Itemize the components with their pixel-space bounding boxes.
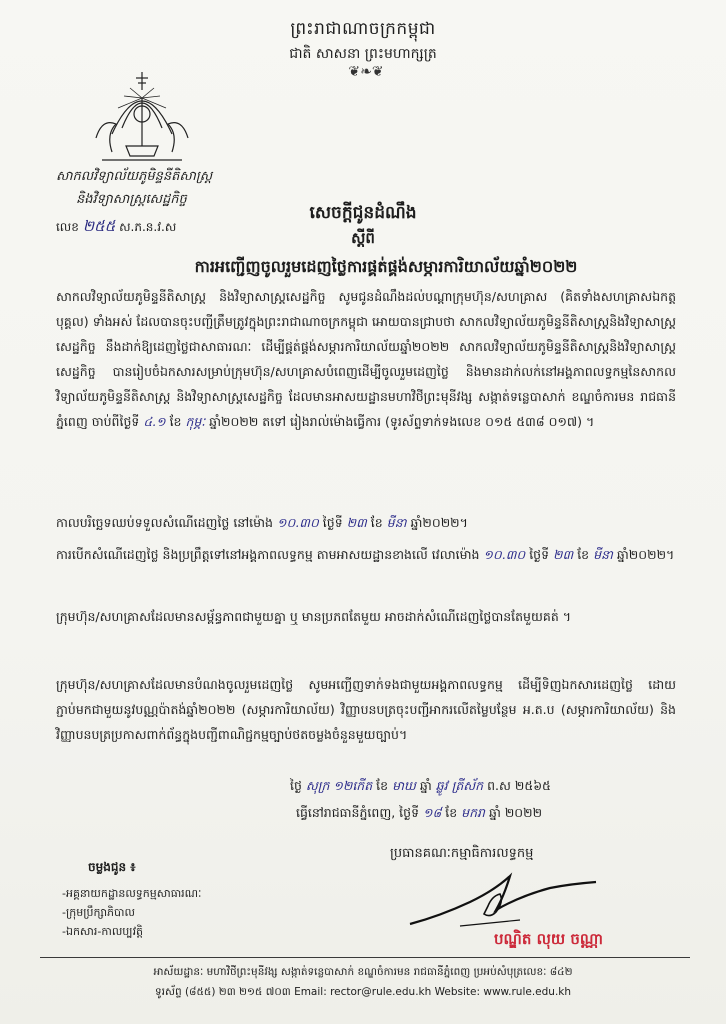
ref-number-handwritten: ២៥៥ <box>82 217 116 235</box>
handwritten-solar-month: មករា <box>461 805 485 820</box>
handwritten-lunar-year: ឆ្លូវ ត្រីស័ក <box>435 778 484 793</box>
handwritten-signature <box>400 866 610 936</box>
lunar-date-line <box>290 778 551 797</box>
deadline-month-label: ខែ <box>370 515 383 530</box>
cc-item: -អគ្គនាយកដ្ឋានលទ្ធកម្មសាធារណៈ <box>62 887 202 900</box>
announcement-tail: ឆ្នាំ២០២២ តទៅ រៀងរាល់ម៉ោងធ្វើការ (ទូរស័ព្ទទាក់ទងលេខ ០១៥ ៥៣៨ ០១៧) ។ <box>209 414 595 429</box>
lunar-day-label: ថ្ងៃ <box>290 778 302 793</box>
institution-name-line1: សាកលវិទ្យាល័យភូមិន្ទនីតិសាស្ត្រ <box>56 169 213 184</box>
kingdom-header: ព្រះរាជាណាចក្រកម្ពុជា <box>290 19 436 39</box>
handwritten-opening-day: ២៣ <box>553 547 574 562</box>
paragraph-deadline <box>56 510 676 535</box>
handwritten-solar-day: ១៨ <box>422 805 442 820</box>
notice-subject: ការអញ្ជើញចូលរួមដេញថ្លៃការផ្គត់ផ្គង់សម្ភារការិយាល័យឆ្នាំ២០២២ <box>194 257 578 276</box>
announcement-text: សាកលវិទ្យាល័យភូមិន្ទនីតិសាស្ត្រ និងវិទ្យាសាស្ត្រសេដ្ឋកិច្ច សូមជូនដំណឹងដល់បណ្តាក្រុមហ៊ុន/សហគ្រាស (គិតទាំងសហគ្រាសឯកត្តបុគ្គល) ទាំងអស់ ដែលបានចុះបញ្ជីត្រឹមត្រូវក្នុងព្រះរាជាណាចក្រកម្ពុជា អោយបានជ្រាបថា សាកលវិទ្យាល័យភូមិន្ទនីតិសាស្ត្រនិងវិទ្យាសាស្ត្រសេដ្ឋកិច្ច នឹងដាក់ឱ្យដេញថ្លៃជាសាធារណៈ ដើម្បីផ្គត់ផ្គង់សម្ភារការិយាល័យឆ្នាំ២០២២ សាកលវិទ្យាល័យភូមិន្ទនីតិសាស្ត្រនិងវិទ្យាសាស្ត្រសេដ្ឋកិច្ច បានរៀបចំឯកសារសម្រាប់ក្រុមហ៊ុន/សហគ្រាសបំពេញដើម្បីចូលរួមដេញថ្លៃ និងមានដាក់លក់នៅអង្គភាពលទ្ធកម្មនៃសាកលវិទ្យាល័យភូមិន្ទនីតិសាស្ត្រ និងវិទ្យាសាស្ត្រសេដ្ឋកិច្ច ដែលមានអាសយដ្ឋានមហាវិថីព្រះមុនីវង្ស សង្កាត់ទន្លេបាសាក់ ខណ្ឌចំការមន រាជធានីភ្នំពេញ ចាប់ពីថ្ងៃទី <box>56 289 676 429</box>
signatory-name: បណ្ឌិត លុយ ចណ្ណា <box>494 930 603 948</box>
notice-title: សេចក្តីជូនដំណឹង <box>309 203 417 223</box>
footer-address: អាស័យដ្ឋានៈ មហាវិថីព្រះមុនីវង្ស សង្កាត់ទន្លេបាសាក់ ខណ្ឌចំការមន រាជធានីភ្នំពេញ ប្រអប់សំបុត្រលេខៈ ៨៤២ <box>153 966 573 978</box>
national-motto: ជាតិ សាសនា ព្រះមហាក្សត្រ <box>289 46 437 62</box>
notice-subject-label: ស្តីពី <box>351 229 375 247</box>
handwritten-opening-month: មីនា <box>593 547 613 562</box>
ornament-divider: ❦❧❦ <box>348 64 384 80</box>
university-seal-logo <box>82 68 202 168</box>
paragraph-requirements: ក្រុមហ៊ុន/សហគ្រាសដែលមានបំណងចូលរួមដេញថ្លៃ សូមអញ្ជើញទាក់ទងជាមួយអង្គភាពលទ្ធកម្ម ដើម្បីទិញឯកសារដេញថ្លៃ ដោយភ្ជាប់មកជាមួយនូវបណ្ណប៉ាតង់ឆ្នាំ២០២២ (សម្ភារការិយាល័យ) វិញ្ញាបនបត្រចុះបញ្ជីអាករលើតម្លៃបន្ថែម អ.ត.ប (សម្ភារការិយាល័យ) និងវិញ្ញាបនបត្រប្រកាសពាក់ព័ន្ធក្នុងបញ្ជីពាណិជ្ជកម្មច្បាប់ថតចម្លងចំនួនមួយច្បាប់។ <box>56 677 676 742</box>
handwritten-start-month: កុម្ភៈ <box>185 414 206 429</box>
cc-title: ចម្លងជូន ៖ <box>88 860 136 874</box>
opening-text: ការបើកសំណើដេញថ្លៃ និងប្រព្រឹត្តទៅនៅអង្គភាពលទ្ធកម្ម តាមអាសយដ្ឋានខាងលើ វេលាម៉ោង <box>56 547 480 562</box>
deadline-year: ឆ្នាំ២០២២។ <box>410 515 468 530</box>
lunar-year-label: ឆ្នាំ <box>419 778 432 793</box>
handwritten-deadline-day: ២៣ <box>346 515 367 530</box>
solar-date-line <box>296 805 542 824</box>
deadline-text: កាលបរិច្ឆេទឈប់ទទួលសំណើដេញថ្លៃ នៅម៉ោង <box>56 515 273 530</box>
opening-day-label: ថ្ងៃទី <box>529 547 550 562</box>
solar-month-label: ខែ <box>445 805 458 820</box>
deadline-day-label: ថ្ងៃទី <box>322 515 343 530</box>
place-date-label: ធ្វើនៅរាជធានីភ្នំពេញ, ថ្ងៃទី <box>296 805 419 820</box>
solar-year: ឆ្នាំ ២០២២ <box>488 805 543 820</box>
footer-contact: ទូរស័ព្ទ (៨៥៥) ២៣ ២១៥ ៧០៣ Email: rector@rule.edu.kh Website: www.rule.edu.kh <box>154 986 572 998</box>
cc-item: -ឯកសារ-កាលប្បវត្តិ <box>62 925 144 938</box>
institution-name-line2: និងវិទ្យាសាស្ត្រសេដ្ឋកិច្ច <box>76 192 187 207</box>
ref-suffix: ស.ភ.ន.វ.ស <box>119 220 177 234</box>
handwritten-deadline-month: មីនា <box>386 515 407 530</box>
paragraph-announcement <box>56 284 676 434</box>
handwritten-start-day: ៤.១ <box>143 414 166 429</box>
paragraph-single-bid-rule: ក្រុមហ៊ុន/សហគ្រាសដែលមានសម្ព័ន្ធភាពជាមួយគ្នា ឬ មានប្រភពតែមួយ អាចដាក់សំណើដេញថ្លៃបានតែមួយគត់ ។ <box>56 609 571 624</box>
buddhist-era-year: ព.ស ២៥៦៥ <box>487 778 551 793</box>
ref-prefix: លេខ <box>56 220 79 234</box>
opening-month-label: ខែ <box>577 547 590 562</box>
cc-list <box>62 884 201 941</box>
handwritten-opening-time: ១០.៣០ <box>483 547 526 562</box>
president-title: ប្រធានគណៈកម្មាធិការលទ្ធកម្ម <box>390 846 534 861</box>
cc-item: -ក្រុមប្រឹក្សាភិបាល <box>62 906 135 919</box>
opening-year: ឆ្នាំ២០២២។ <box>616 547 675 562</box>
month-label: ខែ <box>169 414 182 429</box>
handwritten-lunar-month: មាឃ <box>392 778 416 793</box>
footer-divider <box>40 957 690 958</box>
handwritten-lunar-day: សុក្រ ១២កើត <box>305 778 373 793</box>
paragraph-bid-opening <box>56 542 676 567</box>
handwritten-deadline-time: ១០.៣០ <box>276 515 319 530</box>
lunar-month-label: ខែ <box>376 778 389 793</box>
